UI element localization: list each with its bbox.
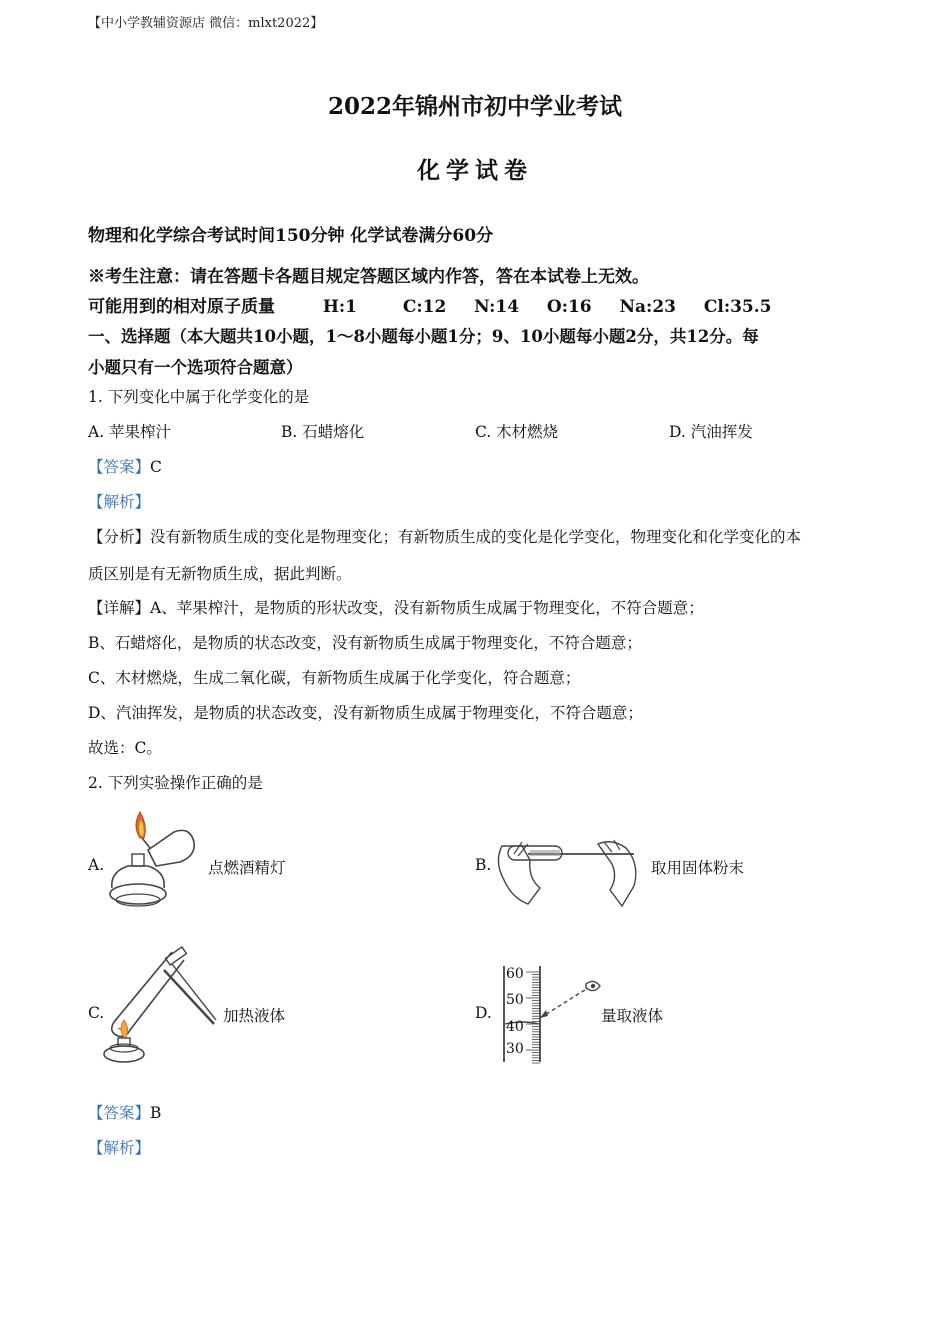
- cylinder-tick-40: 40: [506, 1019, 524, 1035]
- q2-option-c-caption: 加热液体: [223, 1007, 286, 1025]
- q1-xiangjie-a: [88, 596, 704, 618]
- q1-xiangjie-a-text: A、苹果榨汁，是物质的形状改变，没有新物质生成属于物理变化，不符合题意；: [150, 599, 704, 617]
- cylinder-tick-50: 50: [506, 992, 524, 1008]
- alcohol-lamp-lighting-figure: [104, 808, 204, 912]
- q2-answer-tag: 【答案】: [88, 1104, 151, 1122]
- q1-answer-tag: 【答案】: [88, 458, 151, 476]
- atomic-mass-o: O:16: [546, 297, 592, 317]
- q2-answer-value: B: [150, 1104, 162, 1122]
- q1-xiangjie-d: D、汽油挥发，是物质的状态改变，没有新物质生成属于物理变化，不符合题意；: [88, 704, 643, 722]
- q1-fenxi-tag: 【分析】: [88, 528, 151, 546]
- q2-option-a-letter: A.: [88, 856, 105, 874]
- atomic-mass-h: H:1: [322, 297, 358, 317]
- page-header: 【中小学教辅资源店 微信：mlxt2022】: [88, 16, 324, 31]
- q1-fenxi-line1: [88, 525, 801, 547]
- atomic-mass-n: N:14: [474, 297, 520, 317]
- q2-analysis-tag: 【解析】: [88, 1139, 151, 1157]
- q1-answer: [88, 455, 162, 477]
- q1-xiangjie-tag: 【详解】: [88, 599, 151, 617]
- atomic-mass-row: [88, 292, 772, 317]
- heating-liquid-figure: [102, 946, 220, 1064]
- atomic-mass-c: C:12: [402, 297, 447, 317]
- q1-xiangjie-b: B、石蜡熔化，是物质的状态改变，没有新物质生成属于物理变化，不符合题意；: [88, 634, 642, 652]
- section-heading-line2: 小题只有一个选项符合题意）: [88, 358, 303, 377]
- q2-option-d-letter: D.: [475, 1004, 492, 1022]
- exam-notice: ※考生注意：请在答题卡各题目规定答题区域内作答，答在本试卷上无效。: [88, 267, 649, 287]
- atomic-mass-na: Na:23: [619, 297, 676, 317]
- exam-subtitle: 化学试卷: [417, 157, 533, 184]
- q1-fenxi-line2: 质区别是有无新物质生成，据此判断。: [88, 565, 352, 583]
- q1-fenxi-text: 没有新物质生成的变化是物理变化；有新物质生成的变化是化学变化，物理变化和化学变化的本: [150, 528, 802, 546]
- q1-option-a: A. 苹果榨汁: [88, 423, 172, 441]
- q1-stem: 1. 下列变化中属于化学变化的是: [88, 388, 310, 406]
- q2-answer: [88, 1101, 161, 1123]
- q1-analysis-tag: 【解析】: [88, 493, 151, 511]
- q1-option-d: D. 汽油挥发: [669, 423, 753, 441]
- cylinder-tick-60: 60: [506, 966, 524, 982]
- atomic-mass-cl: Cl:35.5: [703, 297, 772, 317]
- section-heading-line1: 一、选择题（本大题共10小题，1～8小题每小题1分；9、10小题每小题2分，共12分。每: [88, 327, 759, 346]
- q1-conclusion: 故选：C。: [88, 739, 162, 757]
- q1-xiangjie-c: C、木材燃烧，生成二氧化碳，有新物质生成属于化学变化，符合题意；: [88, 669, 581, 687]
- cylinder-tick-30: 30: [506, 1041, 524, 1057]
- q2-option-a-caption: 点燃酒精灯: [208, 859, 286, 877]
- q2-option-b-caption: 取用固体粉末: [651, 859, 745, 877]
- q2-stem: 2. 下列实验操作正确的是: [88, 774, 263, 792]
- solid-powder-figure: [494, 834, 644, 912]
- q1-option-c: C. 木材燃烧: [475, 423, 559, 441]
- exam-title: 2022年锦州市初中学业考试: [327, 93, 622, 120]
- q1-option-b: B. 石蜡熔化: [281, 423, 365, 441]
- exam-time-info: 物理和化学综合考试时间150分钟 化学试卷满分60分: [88, 226, 494, 246]
- q2-option-d-caption: 量取液体: [601, 1007, 664, 1025]
- q2-option-b-letter: B.: [475, 856, 492, 874]
- q1-answer-value: C: [150, 458, 162, 476]
- atomic-mass-label: 可能用到的相对原子质量: [88, 297, 275, 317]
- q2-option-c-letter: C.: [88, 1004, 105, 1022]
